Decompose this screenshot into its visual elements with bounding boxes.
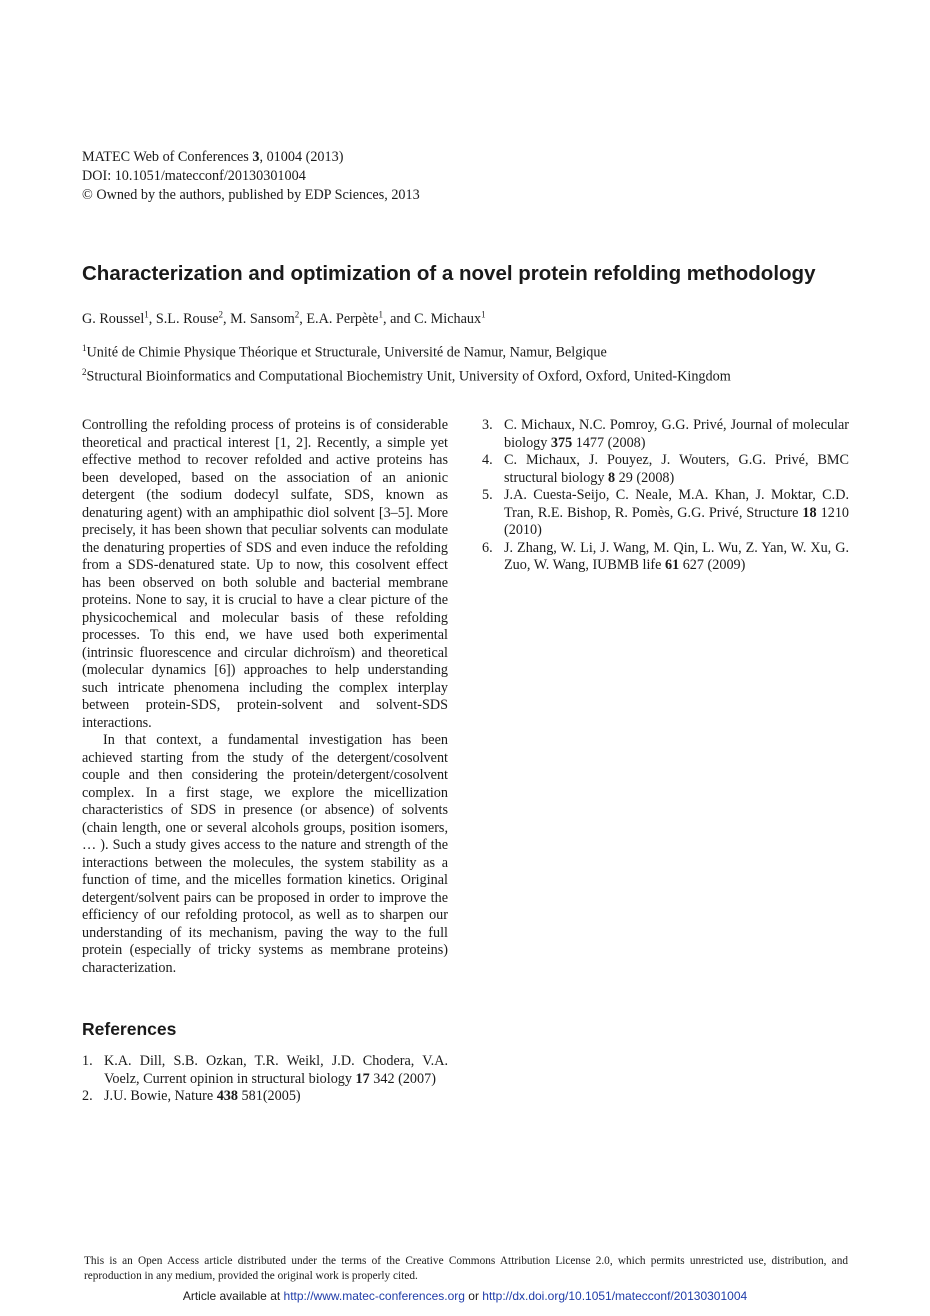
body-text xyxy=(82,417,448,977)
reference-item: 6. J. Zhang, W. Li, J. Wang, M. Qin, L. Wu, Z. Yan, W. Xu, G. Zuo, W. Wang, IUBMB life 61 627 (2009) xyxy=(482,539,849,573)
author: C. Michaux$^1$ xyxy=(414,309,486,327)
availability-line: Article available at http://www.matec-conferences.org or http://dx.doi.org/10.1051/matecconf/20130301004 xyxy=(182,1289,748,1303)
doi-link[interactable]: http://dx.doi.org/10.1051/matecconf/20130301004 xyxy=(482,1289,748,1303)
author: E.A. Perpète$^1$, and xyxy=(306,309,415,327)
reference-item: 5. J.A. Cuesta-Seijo, C. Neale, M.A. Khan, J. Moktar, C.D. Tran, R.E. Bishop, R. Pomès, G.G. Privé, Structure 18 1210 (2010) xyxy=(482,487,849,538)
author: G. Roussel$^1$, xyxy=(82,309,156,327)
journal-doi: DOI: 10.1051/matecconf/20130301004 xyxy=(82,168,306,184)
affiliations xyxy=(82,339,731,386)
author: S.L. Rouse$^2$, xyxy=(155,309,231,327)
references-heading: References xyxy=(82,1019,177,1039)
affiliation: $^1$Unité de Chimie Physique Théorique et Structurale, Université de Namur, Namur, Belgique xyxy=(82,343,607,361)
journal-volume: 3 xyxy=(252,149,260,165)
journal-name: MATEC Web of Conferences xyxy=(82,149,249,165)
paper-title: Characterization and optimization of a novel protein refolding methodology xyxy=(82,262,816,285)
reference-item: 1. K.A. Dill, S.B. Ozkan, T.R. Weikl, J.D. Chodera, V.A. Voelz, Current opinion in structural biology 17 342 (2007) xyxy=(82,1053,448,1087)
body-paragraph: Controlling the refolding process of proteins is of considerable theoretical and practical interest [1, 2]. Recently, a simple yet effective method to recover refolded and active proteins has been developed, based on the association of an anionic detergent (the sodium dodecyl sulfate, SDS, known as denaturing agent) with an amphipathic diol solvent [3–5]. More precisely, it has been shown that peculiar solvents can modulate the denaturing properties of SDS and even induce the refolding from a SDS-denatured state. Up to now, this cosolvent effect has been observed on both soluble and bacterial membrane proteins. None to say, it is crucial to have a clear picture of the physicochemical and molecular basis of these refolding processes. To this end, we have used both experimental (intrinsic fluorescence and circular dichroïsm) and theoretical (molecular dynamics [6]) approaches to help understanding such intricate phenomena including the complex interplay between protein-SDS, protein-solvent and solvent-SDS interactions. xyxy=(82,417,448,731)
reference-item: 3. C. Michaux, N.C. Pomroy, G.G. Privé, Journal of molecular biology 375 1477 (2008) xyxy=(482,417,849,451)
reference-list xyxy=(82,1053,448,1106)
journal-citation xyxy=(82,148,420,167)
license-notice: This is an Open Access article distributed under the terms of the Creative Commons Attribution License 2.0, which permits unrestricted use, distribution, and reproduction in any medium, provided the original work is properly cited. xyxy=(84,1255,848,1282)
journal-copyright: © Owned by the authors, published by EDP Sciences, 2013 xyxy=(82,187,420,203)
author: M. Sansom$^2$, xyxy=(230,309,307,327)
body-paragraph: In that context, a fundamental investigation has been achieved starting from the study of the detergent/cosolvent couple and then considering the protein/detergent/cosolvent complex. In a first stage, we explore the micellization characteristics of SDS in presence (or absence) of solvents (chain length, one or several alcohols groups, position isomers, … ). Such a study gives access to the nature and strength of the interactions between the molecules, the system stability as a function of time, and the micelles formation kinetics. Original detergent/solvent pairs can be proposed in order to improve the efficiency of our refolding protocol, as well as to sharpen our understanding of its mechanism, paving the way to the full protein (especially of tricky systems as membrane proteins) characterization. xyxy=(82,732,448,976)
reference-item: 2. J.U. Bowie, Nature 438 581(2005) xyxy=(82,1088,301,1104)
journal-header xyxy=(82,148,420,205)
author-list xyxy=(82,309,486,328)
reference-item: 4. C. Michaux, J. Pouyez, J. Wouters, G.G. Privé, BMC structural biology 8 29 (2008) xyxy=(482,452,849,486)
journal-article: , 01004 (2013) xyxy=(259,149,344,165)
matec-link[interactable]: http://www.matec-conferences.org xyxy=(283,1289,465,1303)
reference-list xyxy=(482,417,849,575)
affiliation: $^2$Structural Bioinformatics and Computational Biochemistry Unit, University of Oxford, Oxford, United-Kingdom xyxy=(82,366,731,385)
